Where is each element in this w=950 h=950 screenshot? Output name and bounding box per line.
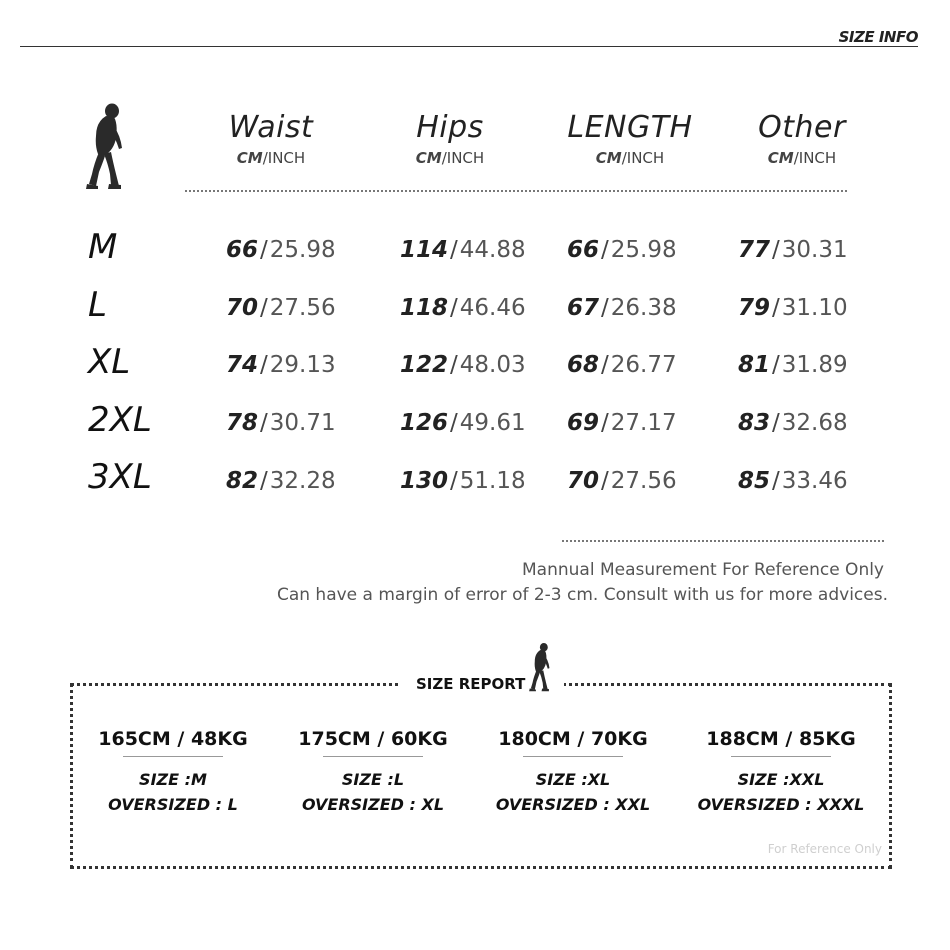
column-unit: CM/INCH [236,149,306,167]
cell-other: 83/32.68 [738,410,848,436]
size-report-item [475,726,671,817]
cell-other: 81/31.89 [738,352,848,378]
recommended-size: SIZE :XXL [737,770,825,789]
column-title: Waist [228,110,314,145]
row-size-label: L [88,285,107,325]
column-header-other [717,108,887,168]
measure-underline [123,756,223,757]
cell-waist: 82/32.28 [226,468,336,494]
oversized-size: OVERSIZED : L [108,795,238,814]
cell-hips: 118/46.46 [400,295,526,321]
cell-other: 85/33.46 [738,468,848,494]
measure-underline [731,756,831,757]
size-report-title: SIZE REPORT [416,675,526,693]
column-unit: CM/INCH [415,149,485,167]
notes-dotted-divider [562,540,884,542]
reference-footnote: For Reference Only [767,842,882,856]
column-header-waist [186,108,356,168]
column-title: LENGTH [567,110,693,145]
cell-waist: 66/25.98 [226,237,336,263]
cell-other: 79/31.10 [738,295,848,321]
size-report-item [75,726,271,817]
cell-length: 66/25.98 [567,237,677,263]
size-report-item [275,726,471,817]
column-title: Hips [416,110,484,145]
measure-underline [523,756,623,757]
header-divider [20,46,918,47]
column-unit: CM/INCH [595,149,665,167]
cell-waist: 70/27.56 [226,295,336,321]
oversized-size: OVERSIZED : XXL [495,795,651,814]
row-size-label: XL [88,342,131,382]
cell-waist: 74/29.13 [226,352,336,378]
margin-note: Can have a margin of error of 2-3 cm. Consult with us for more advices. [276,585,888,605]
measure-underline [323,756,423,757]
cell-length: 67/26.38 [567,295,677,321]
cell-waist: 78/30.71 [226,410,336,436]
cell-length: 70/27.56 [567,468,677,494]
measurement-note: Mannual Measurement For Reference Only [522,560,884,580]
cell-length: 69/27.17 [567,410,677,436]
cell-other: 77/30.31 [738,237,848,263]
size-info-title: SIZE INFO [838,28,918,46]
ape-silhouette-icon [528,642,554,692]
cell-hips: 130/51.18 [400,468,526,494]
row-size-label: M [88,227,118,267]
cell-hips: 126/49.61 [400,410,526,436]
column-title: Other [758,110,846,145]
size-report-item [683,726,879,817]
recommended-size: SIZE :L [341,770,405,789]
cell-hips: 114/44.88 [400,237,526,263]
cell-length: 68/26.77 [567,352,677,378]
height-weight: 165CM / 48KG [98,728,248,750]
column-unit: CM/INCH [767,149,837,167]
ape-silhouette-icon [84,102,130,190]
recommended-size: SIZE :XL [535,770,611,789]
cell-hips: 122/48.03 [400,352,526,378]
height-weight: 180CM / 70KG [498,728,648,750]
column-header-hips [365,108,535,168]
row-size-label: 3XL [88,457,152,497]
oversized-size: OVERSIZED : XL [301,795,445,814]
oversized-size: OVERSIZED : XXXL [697,795,865,814]
header-dotted-divider [185,190,847,192]
column-header-length [545,108,715,168]
height-weight: 188CM / 85KG [706,728,856,750]
height-weight: 175CM / 60KG [298,728,448,750]
recommended-size: SIZE :M [139,770,207,789]
row-size-label: 2XL [88,400,152,440]
